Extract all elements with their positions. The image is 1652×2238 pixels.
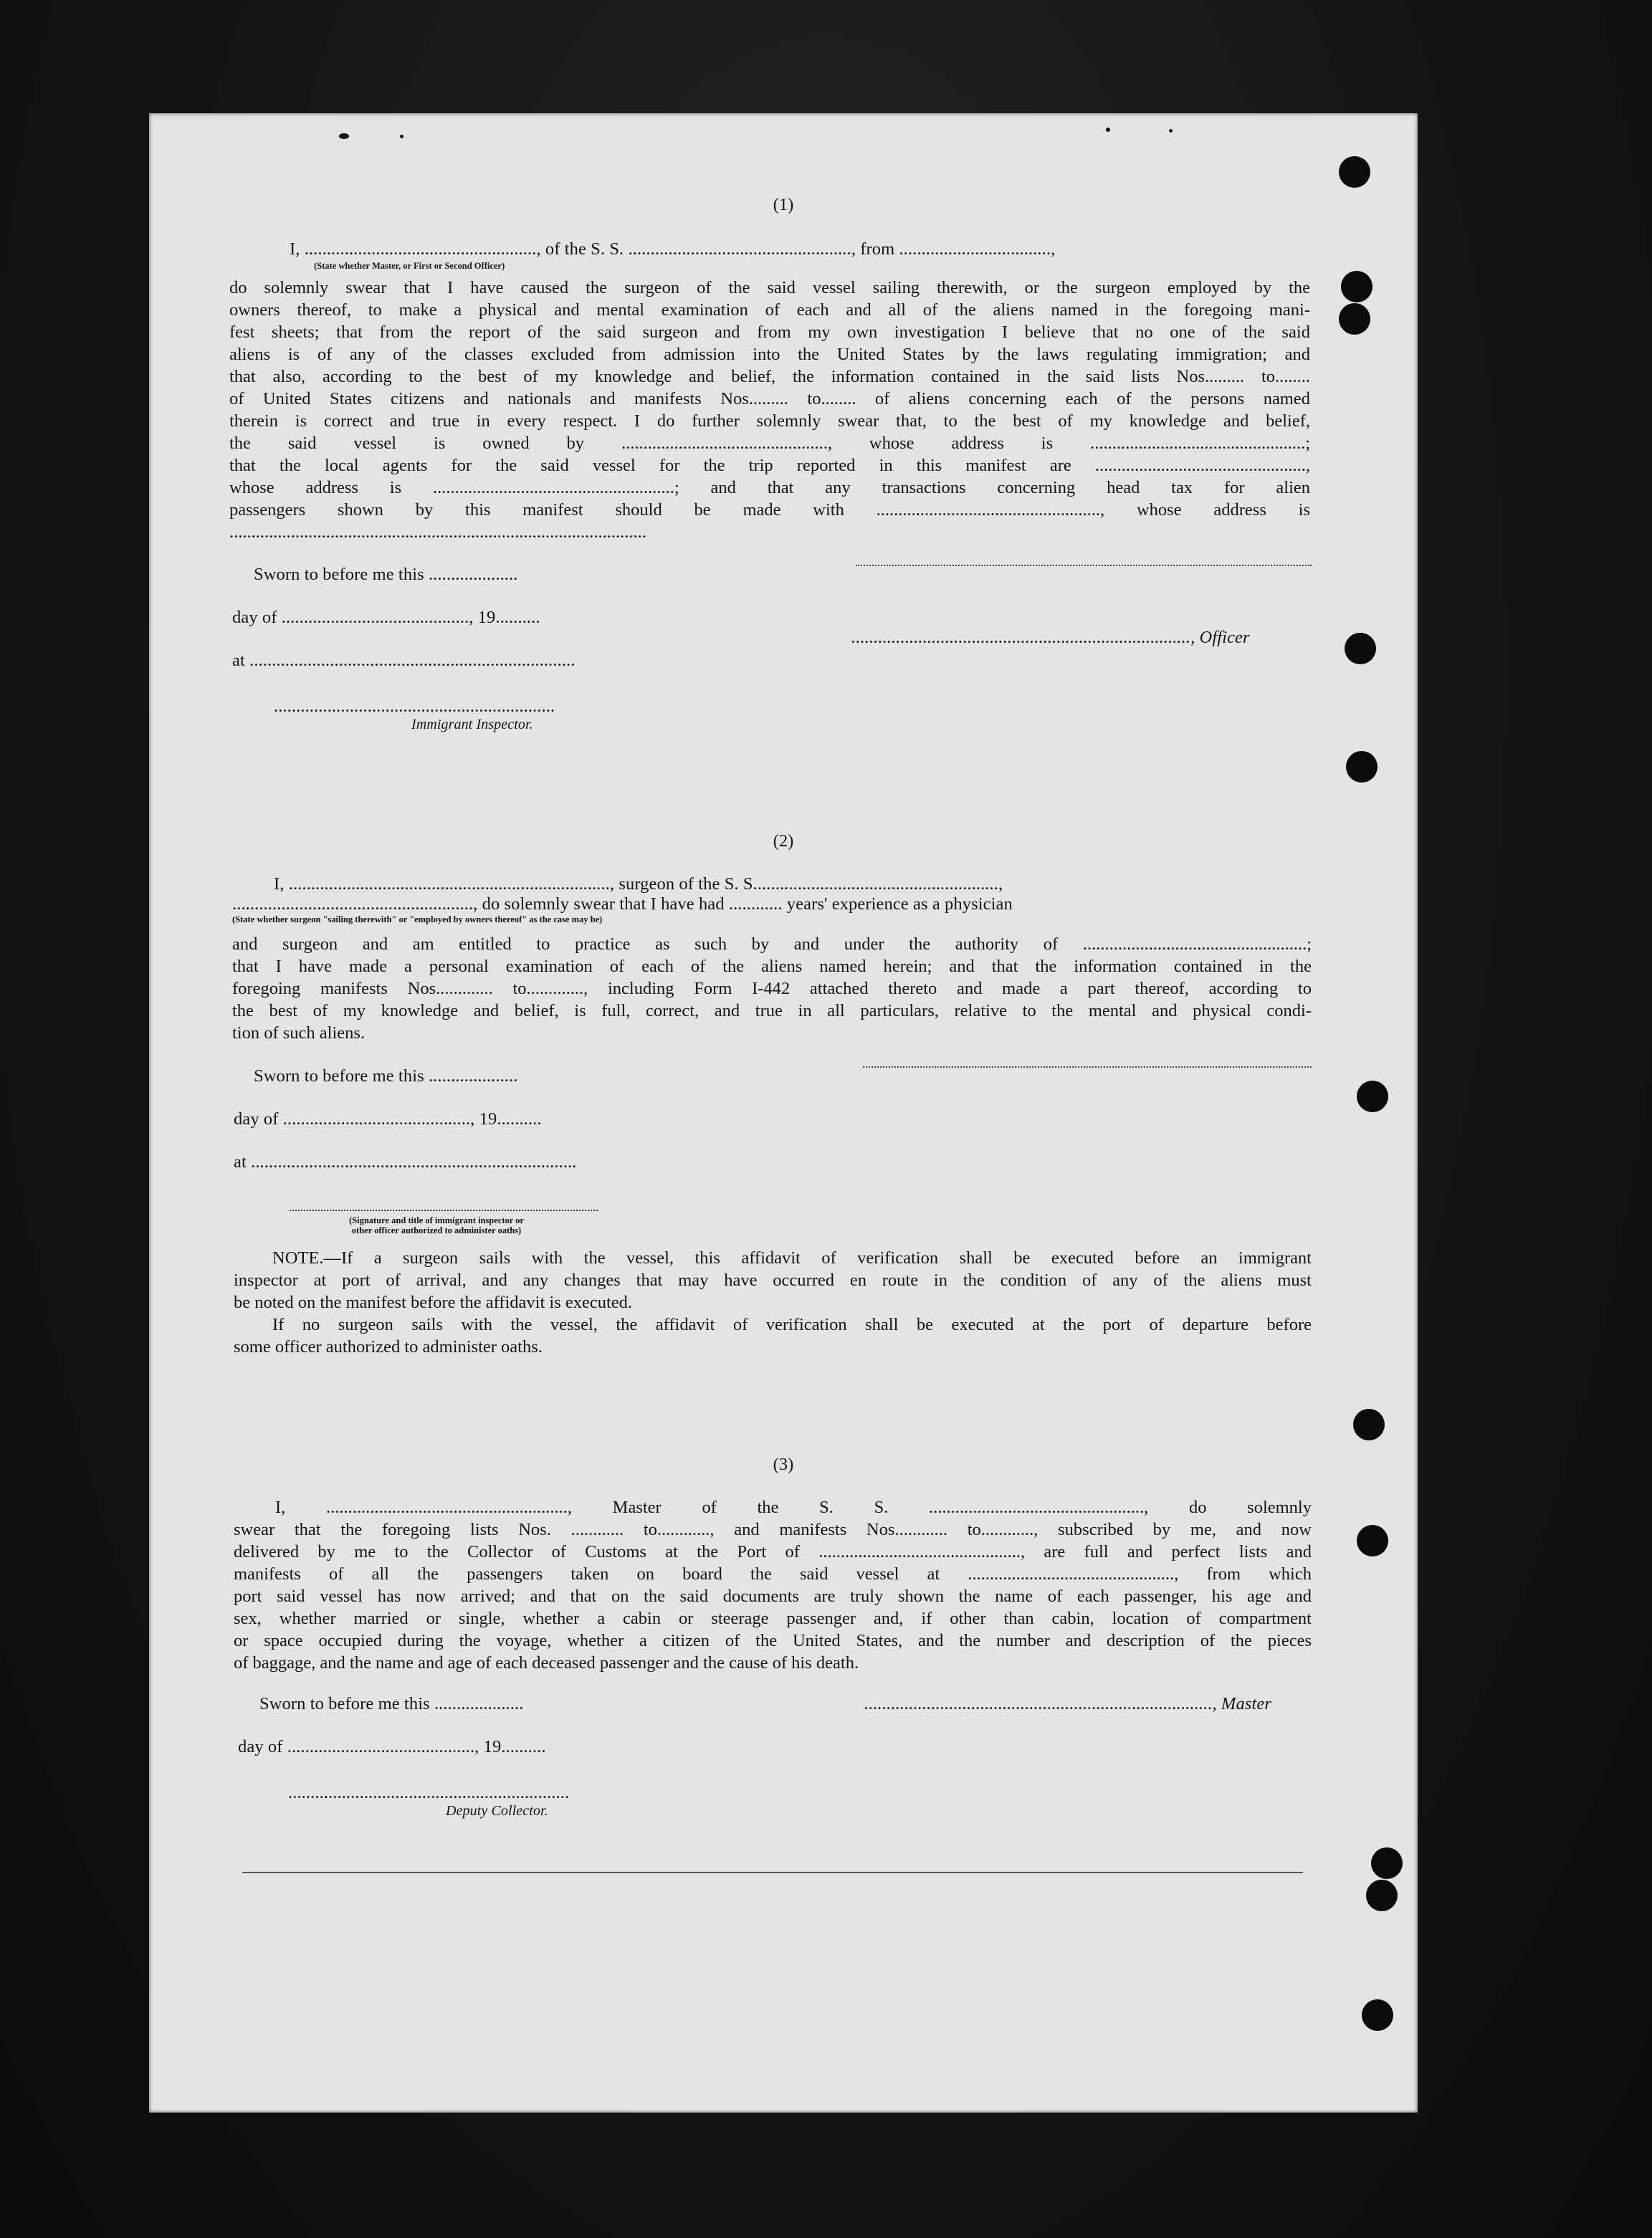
section-2-oath-text [232,933,1312,1044]
officer-signature-field: ............................................................................, Officer [851,628,1250,647]
punch-hole [1366,1880,1398,1911]
text-line: of United States citizens and nationals and manifests Nos......... to........ of aliens concerning each of the persons named [229,389,1310,408]
text-line: I, ......................................................., Master of the S. S. ................................................., do solemnly [275,1498,1312,1517]
section-1-sworn-line: Sworn to before me this .................... [254,565,518,584]
text-line: owners thereof, to make a physical and mental examination of each and all of the aliens named in the foregoing mani- [229,300,1310,320]
text-line: fest sheets; that from the report of the said surgeon and from my own investigation I believe that no one of the said [229,322,1310,342]
section-2-signature-rule [290,1210,598,1211]
punch-hole [1362,1999,1393,2031]
text-line: port said vessel has now arrived; and that on the said documents are truly shown the name of each passenger, his age and [234,1587,1312,1606]
section-2-number: (2) [773,831,794,851]
note-label: NOTE. [272,1248,324,1268]
bottom-rule [242,1872,1303,1873]
section-3-day-of-line: day of .........................................., 19.......... [238,1737,546,1756]
section-2-note [234,1247,1312,1358]
section-2-signature-caption-2: other officer authorized to administer oaths) [351,1225,522,1235]
section-1-at-line: at ......................................................................... [232,651,576,670]
text-line: and surgeon and am entitled to practice as such by and under the authority of ...................................................; [232,934,1312,954]
text-line: sex, whether married or single, whether a cabin or steerage passenger and, if other than cabin, location of compartment [234,1609,1312,1628]
text-line: that also, according to the best of my knowledge and belief, the information contained in the said lists Nos......... to........ [229,367,1310,386]
section-2-sworn-line: Sworn to before me this .................... [254,1066,518,1086]
section-3-sworn-line: Sworn to before me this .................... [259,1694,524,1713]
section-1-inspector-label: Immigrant Inspector. [411,717,533,732]
section-3-collector-label: Deputy Collector. [446,1803,548,1819]
note-text: —If a surgeon sails with the vessel, this affidavit of verification shall be executed before an immigrant [323,1248,1312,1268]
text-line: some officer authorized to administer oaths. [234,1337,543,1357]
text-line: tion of such aliens. [232,1023,366,1043]
punch-hole [1346,751,1378,783]
ink-speck [339,133,349,139]
section-2-signature-caption-1: (Signature and title of immigrant inspector or [349,1215,524,1225]
punch-hole [1353,1409,1385,1440]
punch-hole [1339,156,1370,188]
section-1-signature-blank [856,563,1312,566]
text-line: foregoing manifests Nos............. to............., including Form I-442 attached thereto and made a part thereof, according to [232,979,1312,998]
section-3-oath-text [234,1496,1312,1674]
section-2-surgeon-line: ......................................................, do solemnly swear that I have had ............ years' experience as a physician [232,894,1013,914]
ink-speck [1169,129,1173,133]
punch-hole [1339,303,1370,335]
text-line: that the local agents for the said vessel for the trip reported in this manifest are ................................................, [229,456,1310,475]
section-3-collector-signature: ............................................................... [288,1783,570,1802]
text-line: be noted on the manifest before the affidavit is executed. [234,1293,633,1312]
section-2-at-line: at ......................................................................... [234,1152,577,1172]
punch-hole [1341,271,1372,302]
punch-hole [1345,633,1376,664]
section-1-number: (1) [773,195,794,214]
text-line: inspector at port of arrival, and any changes that may have occurred en route in the condition of any of the aliens must [234,1271,1312,1290]
document-page [149,113,1418,2113]
text-line: manifests of all the passengers taken on board the said vessel at ..............................................., from which [234,1564,1312,1584]
text-line: whose address is .......................................................; and that any transactions concerning head tax for alien [229,478,1310,497]
section-1-day-of-line: day of .........................................., 19.......... [232,608,540,627]
section-1-opening-line: I, ...................................................., of the S. S. .................................................., from .................................., [290,239,1056,259]
text-line: delivered by me to the Collector of Customs at the Port of .............................................., are full and perfect lists and [234,1542,1312,1562]
text-line: aliens is of any of the classes excluded from admission into the United States by the laws regulating immigration; and [229,345,1310,364]
section-1-inspector-signature: ............................................................... [274,697,555,716]
section-3-number: (3) [773,1455,794,1474]
text-line: swear that the foregoing lists Nos. ............ to............, and manifests Nos............ to............, subscribed by me, and now [234,1520,1312,1539]
text-line: that I have made a personal examination of each of the aliens named herein; and that the information contained in the [232,957,1312,976]
punch-hole [1357,1525,1388,1556]
text-line [234,1247,1312,1269]
text-line: the said vessel is owned by ..............................................., whose address is .................................................; [229,434,1310,453]
section-2-surgeon-caption: (State whether surgeon "sailing therewith" or "employed by owners thereof" as the case may be) [232,914,603,924]
ink-speck [1106,128,1110,132]
text-line: of baggage, and the name and age of each deceased passenger and the cause of his death. [234,1653,859,1673]
text-line: ............................................................................................... [229,522,646,542]
section-3-master-line: .............................................................................., Master [864,1694,1272,1713]
text-line: passengers shown by this manifest should be made with ..................................................., whose address is [229,500,1310,520]
text-line: do solemnly swear that I have caused the surgeon of the said vessel sailing therewith, or the surgeon employed by the [229,278,1310,297]
punch-hole [1357,1081,1388,1112]
text-line: If no surgeon sails with the vessel, the affidavit of verification shall be executed at the port of departure before [272,1315,1312,1334]
text-line: therein is correct and true in every respect. I do further solemnly swear that, to the best of my knowledge and belief, [229,411,1310,431]
section-2-day-of-line: day of .........................................., 19.......... [234,1109,542,1129]
section-1-oath-text [229,277,1310,543]
section-2-signature-blank [863,1065,1312,1068]
section-1-officer-caption: (State whether Master, or First or Second Officer) [314,261,505,271]
ink-speck [400,135,404,138]
text-line: or space occupied during the voyage, whether a citizen of the United States, and the number and description of the pieces [234,1631,1312,1650]
section-1-officer-line [851,626,1250,649]
text-line: the best of my knowledge and belief, is full, correct, and true in all particulars, relative to the mental and physical condi- [232,1001,1312,1020]
punch-hole [1371,1847,1403,1879]
section-2-opening-line: I, ........................................................................, surgeon of the S. S......................................................., [274,874,1003,894]
